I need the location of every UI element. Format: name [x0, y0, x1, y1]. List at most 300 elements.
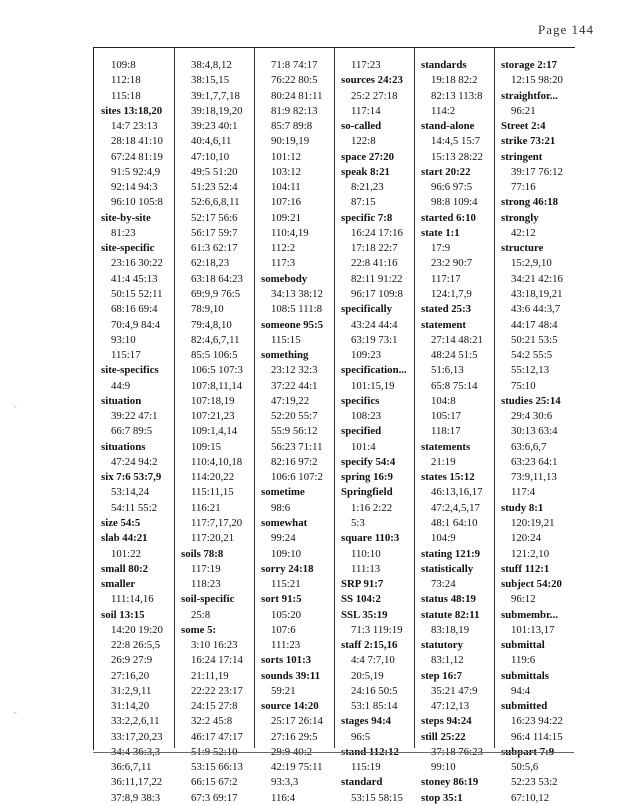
index-term: SRP 91:7: [341, 578, 384, 591]
index-reference: 93:10: [111, 333, 136, 346]
index-reference: 46:13,16,17: [431, 486, 483, 499]
index-reference: 61:3 62:17: [191, 242, 238, 255]
index-term: stages 94:4: [341, 715, 392, 728]
index-reference: 56:23 71:11: [271, 440, 323, 453]
index-reference: 118:17: [431, 425, 461, 438]
index-reference: 111:23: [271, 639, 301, 652]
index-reference: 39:18,19,20: [191, 104, 243, 117]
index-reference: 108:5 111:8: [271, 303, 323, 316]
index-reference: 54:11 55:2: [111, 501, 158, 514]
index-reference: 117:17: [431, 272, 461, 285]
index-reference: 39:1,7,7,18: [191, 89, 240, 102]
index-reference: 96:6 97:5: [431, 181, 473, 194]
index-term: SSL 35:19: [341, 608, 388, 621]
index-term: submittal: [501, 639, 545, 652]
index-reference: 112:18: [111, 74, 141, 87]
index-term: staff 2:15,16: [341, 639, 398, 652]
index-term: Street 2:4: [501, 120, 546, 133]
index-reference: 27:16 29:5: [271, 730, 318, 743]
index-reference: 83:1,12: [431, 654, 464, 667]
index-term: strong 46:18: [501, 196, 559, 209]
index-reference: 50:21 53:5: [511, 333, 558, 346]
index-reference: 4:4 7:7,10: [351, 654, 395, 667]
index-reference: 51:9 52:10: [191, 745, 238, 758]
index-reference: 120:24: [511, 532, 541, 545]
index-reference: 37:18 76:23: [431, 745, 483, 758]
index-reference: 15:2,9,10: [511, 257, 552, 270]
index-reference: 25:8: [191, 608, 211, 621]
index-reference: 42:19 75:11: [271, 761, 323, 774]
index-reference: 108:23: [351, 410, 381, 423]
index-term: still 25:22: [421, 730, 466, 743]
index-reference: 68:16 69:4: [111, 303, 158, 316]
index-reference: 106:6 107:2: [271, 471, 323, 484]
index-reference: 63:6,6,7: [511, 440, 547, 453]
index-term: some 5:: [181, 623, 217, 636]
index-reference: 67:10,12: [511, 791, 550, 804]
index-reference: 31:14,20: [111, 700, 150, 713]
index-term: stuff 112:1: [501, 562, 550, 575]
index-term: specification...: [341, 364, 407, 377]
index-reference: 120:19,21: [511, 516, 555, 529]
index-reference: 115:18: [111, 89, 141, 102]
index-term: so-called: [341, 120, 382, 133]
index-reference: 47:19,22: [271, 394, 310, 407]
index-reference: 34:21 42:16: [511, 272, 563, 285]
index-column: [254, 58, 334, 804]
index-reference: 111:14,16: [111, 593, 154, 606]
index-reference: 63:18 64:23: [191, 272, 243, 285]
index-reference: 15:13 28:22: [431, 150, 483, 163]
index-reference: 110:4,10,18: [191, 455, 243, 468]
index-reference: 91:5 92:4,9: [111, 165, 161, 178]
index-term: storage 2:17: [501, 59, 558, 71]
index-reference: 43:18,19,21: [511, 287, 563, 300]
index-reference: 96:21: [511, 104, 536, 117]
index-term: site-specific: [101, 242, 155, 255]
index-reference: 53:15 66:13: [191, 761, 243, 774]
index-reference: 116:4: [271, 791, 296, 804]
index-reference: 63:23 64:1: [511, 455, 558, 468]
index-reference: 85:5 106:5: [191, 349, 238, 362]
index-reference: 67:3 69:17: [191, 791, 238, 804]
index-column: [494, 58, 574, 804]
index-term: space 27:20: [341, 150, 395, 163]
index-term: strongly: [501, 211, 539, 224]
index-reference: 124:1,7,9: [431, 287, 472, 300]
index-term: start 20:22: [421, 165, 471, 178]
index-term: six 7:6 53:7,9: [101, 471, 162, 484]
index-term: statistically: [421, 562, 474, 575]
index-term: sounds 39:11: [261, 669, 321, 682]
index-reference: 122:8: [351, 135, 376, 148]
index-reference: 53:1 85:14: [351, 700, 398, 713]
index-reference: 14:20 19:20: [111, 623, 163, 636]
index-reference: 55:12,13: [511, 364, 550, 377]
index-term: sorry 24:18: [261, 562, 314, 575]
page-number: Page 144: [537, 22, 594, 37]
index-term: small 80:2: [101, 562, 149, 575]
index-reference: 52:17 56:6: [191, 211, 238, 224]
footer-rule: [93, 752, 574, 753]
index-reference: 3:10 16:23: [191, 639, 238, 652]
index-reference: 46:17 47:17: [191, 730, 243, 743]
index-reference: 47:10,10: [191, 150, 230, 163]
index-column: [414, 58, 494, 804]
index-reference: 109:10: [271, 547, 301, 560]
index-reference: 82:16 97:2: [271, 455, 318, 468]
index-reference: 37:8,9 38:3: [111, 791, 161, 804]
index-reference: 119:6: [511, 654, 536, 667]
index-term: status 48:19: [421, 593, 476, 606]
index-reference: 77:16: [511, 181, 536, 194]
index-term: site-by-site: [101, 211, 151, 224]
index-term: studies 25:14: [501, 394, 561, 407]
index-term: slab 44:21: [101, 532, 148, 545]
index-term: smaller: [101, 578, 136, 591]
index-reference: 107:21,23: [191, 410, 235, 423]
index-reference: 115:21: [271, 578, 301, 591]
index-reference: 109:8: [111, 59, 136, 71]
index-reference: 87:15: [351, 196, 376, 209]
index-term: somebody: [261, 272, 308, 285]
index-reference: 111:13: [351, 562, 381, 575]
index-reference: 69:9,9 76:5: [191, 287, 241, 300]
index-reference: 52:20 55:7: [271, 410, 318, 423]
index-reference: 104:8: [431, 394, 456, 407]
index-reference: 117:14: [351, 104, 381, 117]
index-reference: 109:21: [271, 211, 301, 224]
index-term: statute 82:11: [421, 608, 480, 621]
index-reference: 25:2 27:18: [351, 89, 398, 102]
index-reference: 101:15,19: [351, 379, 395, 392]
index-reference: 14:7 23:13: [111, 120, 158, 133]
index-reference: 101:4: [351, 440, 376, 453]
index-reference: 98:6: [271, 501, 291, 514]
index-term: states 15:12: [421, 471, 475, 484]
index-reference: 12:15 98:20: [511, 74, 563, 87]
index-reference: 82:4,6,7,11: [191, 333, 240, 346]
index-reference: 26:9 27:9: [111, 654, 153, 667]
index-reference: 59:21: [271, 684, 296, 697]
index-term: structure: [501, 242, 544, 255]
index-term: specified: [341, 425, 382, 438]
index-reference: 23:2 90:7: [431, 257, 473, 270]
index-term: specific 7:8: [341, 211, 393, 224]
index-reference: 115:15: [271, 333, 301, 346]
index-term: stand 112:12: [341, 745, 399, 758]
index-reference: 41:4 45:13: [111, 272, 158, 285]
index-term: study 8:1: [501, 501, 544, 514]
index-reference: 29:4 30:6: [511, 410, 553, 423]
index-term: submembr...: [501, 608, 558, 621]
index-reference: 53:14,24: [111, 486, 150, 499]
index-term: size 54:5: [101, 516, 141, 529]
index-term: somewhat: [261, 516, 308, 529]
index-term: SS 104:2: [341, 593, 381, 606]
index-reference: 48:24 51:5: [431, 349, 478, 362]
index-term: sources 24:23: [341, 74, 403, 87]
index-term: soils 78:8: [181, 547, 224, 560]
index-term: submittals: [501, 669, 549, 682]
index-reference: 110:10: [351, 547, 381, 560]
index-reference: 99:24: [271, 532, 296, 545]
index-reference: 24:16 50:5: [351, 684, 398, 697]
index-reference: 71:8 74:17: [271, 59, 318, 71]
index-reference: 17:9: [431, 242, 451, 255]
index-term: Springfield: [341, 486, 393, 499]
index-reference: 32:2 45:8: [191, 715, 233, 728]
index-term: stop 35:1: [421, 791, 463, 804]
index-reference: 117:23: [351, 59, 381, 71]
index-reference: 22:8 41:16: [351, 257, 398, 270]
index-reference: 16:24 17:14: [191, 654, 243, 667]
index-term: speak 8:21: [341, 165, 390, 178]
index-term: soil-specific: [181, 593, 235, 606]
index-columns: [94, 58, 574, 804]
index-reference: 22:22 23:17: [191, 684, 243, 697]
index-reference: 101:22: [111, 547, 141, 560]
index-term: specify 54:4: [341, 455, 396, 468]
index-reference: 117:3: [271, 257, 296, 270]
index-reference: 93:3,3: [271, 776, 299, 789]
index-reference: 99:10: [431, 761, 456, 774]
index-term: situation: [101, 394, 142, 407]
index-reference: 44:9: [111, 379, 131, 392]
index-reference: 33:2,2,6,11: [111, 715, 160, 728]
index-reference: 23:16 30:22: [111, 257, 163, 270]
index-reference: 47:2,4,5,17: [431, 501, 480, 514]
index-column: [174, 58, 254, 804]
index-reference: 116:21: [191, 501, 221, 514]
index-reference: 63:19 73:1: [351, 333, 398, 346]
index-reference: 81:9 82:13: [271, 104, 318, 117]
index-reference: 27:14 48:21: [431, 333, 483, 346]
index-term: specifics: [341, 394, 380, 407]
index-reference: 118:23: [191, 578, 221, 591]
index-reference: 65:8 75:14: [431, 379, 478, 392]
margin-mark: -: [14, 708, 17, 717]
index-term: sorts 101:3: [261, 654, 312, 667]
index-term: sites 13:18,20: [101, 104, 163, 117]
index-reference: 104:11: [271, 181, 301, 194]
index-reference: 34:13 38:12: [271, 287, 323, 300]
index-reference: 80:24 81:11: [271, 89, 323, 102]
index-reference: 20:5,19: [351, 669, 384, 682]
index-reference: 17:18 22:7: [351, 242, 398, 255]
index-reference: 36:6,7,11: [111, 761, 152, 774]
index-term: square 110:3: [341, 532, 400, 545]
index-reference: 104:9: [431, 532, 456, 545]
index-reference: 29:9 40:2: [271, 745, 313, 758]
index-reference: 109:1,4,14: [191, 425, 238, 438]
index-reference: 39:22 47:1: [111, 410, 158, 423]
index-reference: 44:17 48:4: [511, 318, 558, 331]
index-term: sometime: [261, 486, 305, 499]
index-reference: 117:7,17,20: [191, 516, 243, 529]
index-term: standards: [421, 59, 467, 71]
index-reference: 73:9,11,13: [511, 471, 557, 484]
index-term: stoney 86:19: [421, 776, 479, 789]
index-reference: 105:17: [431, 410, 461, 423]
index-reference: 50:15 52:11: [111, 287, 163, 300]
index-term: submitted: [501, 700, 548, 713]
index-reference: 48:1 64:10: [431, 516, 478, 529]
index-reference: 83:18,19: [431, 623, 470, 636]
index-reference: 36:11,17,22: [111, 776, 163, 789]
index-reference: 117:4: [511, 486, 536, 499]
index-term: soil 13:15: [101, 608, 145, 621]
margin-mark: -: [14, 402, 17, 411]
index-reference: 24:15 27:8: [191, 700, 238, 713]
index-term: statement: [421, 318, 466, 331]
index-reference: 38:4,8,12: [191, 59, 232, 71]
index-reference: 107:16: [271, 196, 301, 209]
index-reference: 52:23 53:2: [511, 776, 558, 789]
index-reference: 98:8 109:4: [431, 196, 478, 209]
index-reference: 78:9,10: [191, 303, 224, 316]
index-reference: 1:16 2:22: [351, 501, 393, 514]
index-term: steps 94:24: [421, 715, 472, 728]
index-reference: 51:6,13: [431, 364, 464, 377]
index-term: stringent: [501, 150, 543, 163]
index-term: source 14:20: [261, 700, 319, 713]
index-term: something: [261, 349, 309, 362]
index-reference: 62:18,23: [191, 257, 230, 270]
index-reference: 56:17 59:7: [191, 226, 238, 239]
index-reference: 35:21 47:9: [431, 684, 478, 697]
index-reference: 49:5 51:20: [191, 165, 238, 178]
index-reference: 39:17 76:12: [511, 165, 563, 178]
index-term: site-specifics: [101, 364, 159, 377]
index-reference: 42:12: [511, 226, 536, 239]
index-reference: 109:15: [191, 440, 221, 453]
index-reference: 21:11,19: [191, 669, 229, 682]
index-reference: 112:2: [271, 242, 296, 255]
index-term: specifically: [341, 303, 392, 316]
index-reference: 66:7 89:5: [111, 425, 153, 438]
index-reference: 40:4,6,11: [191, 135, 232, 148]
index-term: standard: [341, 776, 383, 789]
index-term: situations: [101, 440, 146, 453]
index-reference: 101:13,17: [511, 623, 555, 636]
index-reference: 25:17 26:14: [271, 715, 323, 728]
index-reference: 103:12: [271, 165, 301, 178]
index-reference: 66:15 67:2: [191, 776, 238, 789]
index-column: [334, 58, 414, 804]
index-reference: 96:12: [511, 593, 536, 606]
index-reference: 14:4,5 15:7: [431, 135, 481, 148]
index-reference: 92:14 94:3: [111, 181, 158, 194]
index-term: stand-alone: [421, 120, 475, 133]
index-term: step 16:7: [421, 669, 463, 682]
index-reference: 33:17,20,23: [111, 730, 163, 743]
index-term: subject 54:20: [501, 578, 562, 591]
index-reference: 8:21,23: [351, 181, 384, 194]
index-term: stating 121:9: [421, 547, 481, 560]
index-reference: 81:23: [111, 226, 136, 239]
index-reference: 114:2: [431, 104, 456, 117]
index-reference: 107:8,11,14: [191, 379, 243, 392]
index-term: subpart 7:9: [501, 745, 555, 758]
index-column: [94, 58, 174, 804]
index-reference: 16:23 94:22: [511, 715, 563, 728]
index-reference: 106:5 107:3: [191, 364, 243, 377]
index-reference: 34:4 36:3,3: [111, 745, 161, 758]
index-reference: 30:13 63:4: [511, 425, 558, 438]
index-reference: 54:2 55:5: [511, 349, 553, 362]
index-reference: 114:20,22: [191, 471, 235, 484]
index-reference: 110:4,19: [271, 226, 309, 239]
index-term: started 6:10: [421, 211, 476, 224]
index-reference: 71:3 119:19: [351, 623, 403, 636]
index-reference: 47:24 94:2: [111, 455, 158, 468]
index-term: statements: [421, 440, 471, 453]
index-reference: 121:2,10: [511, 547, 550, 560]
index-term: strike 73:21: [501, 135, 556, 148]
index-reference: 79:4,8,10: [191, 318, 232, 331]
index-reference: 21:19: [431, 455, 456, 468]
index-term: statutory: [421, 639, 463, 652]
index-reference: 109:23: [351, 349, 381, 362]
index-reference: 107:6: [271, 623, 296, 636]
index-reference: 96:17 109:8: [351, 287, 403, 300]
index-reference: 94:4: [511, 684, 531, 697]
index-reference: 43:6 44:3,7: [511, 303, 561, 316]
index-term: sort 91:5: [261, 593, 302, 606]
index-reference: 101:12: [271, 150, 301, 163]
index-reference: 31:2,9,11: [111, 684, 152, 697]
index-reference: 27:16,20: [111, 669, 150, 682]
index-reference: 19:18 82:2: [431, 74, 478, 87]
index-reference: 117:20,21: [191, 532, 235, 545]
index-reference: 23:12 32:3: [271, 364, 318, 377]
index-reference: 55:9 56:12: [271, 425, 318, 438]
index-term: someone 95:5: [261, 318, 324, 331]
index-reference: 85:7 89:8: [271, 120, 313, 133]
index-term: stated 25:3: [421, 303, 472, 316]
index-reference: 90:19,19: [271, 135, 310, 148]
index-reference: 105:20: [271, 608, 301, 621]
index-reference: 115:11,15: [191, 486, 234, 499]
index-reference: 67:24 81:19: [111, 150, 163, 163]
index-reference: 37:22 44:1: [271, 379, 318, 392]
index-reference: 107:18,19: [191, 394, 235, 407]
index-reference: 96:4 114:15: [511, 730, 563, 743]
index-reference: 51:23 52:4: [191, 181, 238, 194]
index-reference: 50:5,6: [511, 761, 539, 774]
index-reference: 28:18 41:10: [111, 135, 163, 148]
index-reference: 76:22 80:5: [271, 74, 318, 87]
index-reference: 70:4,9 84:4: [111, 318, 161, 331]
index-reference: 96:10 105:8: [111, 196, 163, 209]
index-reference: 75:10: [511, 379, 536, 392]
index-reference: 82:11 91:22: [351, 272, 403, 285]
index-reference: 16:24 17:16: [351, 226, 403, 239]
index-reference: 117:19: [191, 562, 221, 575]
index-reference: 96:5: [351, 730, 371, 743]
index-term: state 1:1: [421, 226, 460, 239]
index-reference: 22:8 26:5,5: [111, 639, 161, 652]
index-term: spring 16:9: [341, 471, 393, 484]
index-reference: 52:6,6,8,11: [191, 196, 240, 209]
index-term: straightfor...: [501, 89, 558, 102]
index-reference: 115:19: [351, 761, 381, 774]
index-reference: 115:17: [111, 349, 141, 362]
index-reference: 47:12,13: [431, 700, 470, 713]
index-reference: 53:15 58:15: [351, 791, 403, 804]
index-reference: 82:13 113:8: [431, 89, 483, 102]
